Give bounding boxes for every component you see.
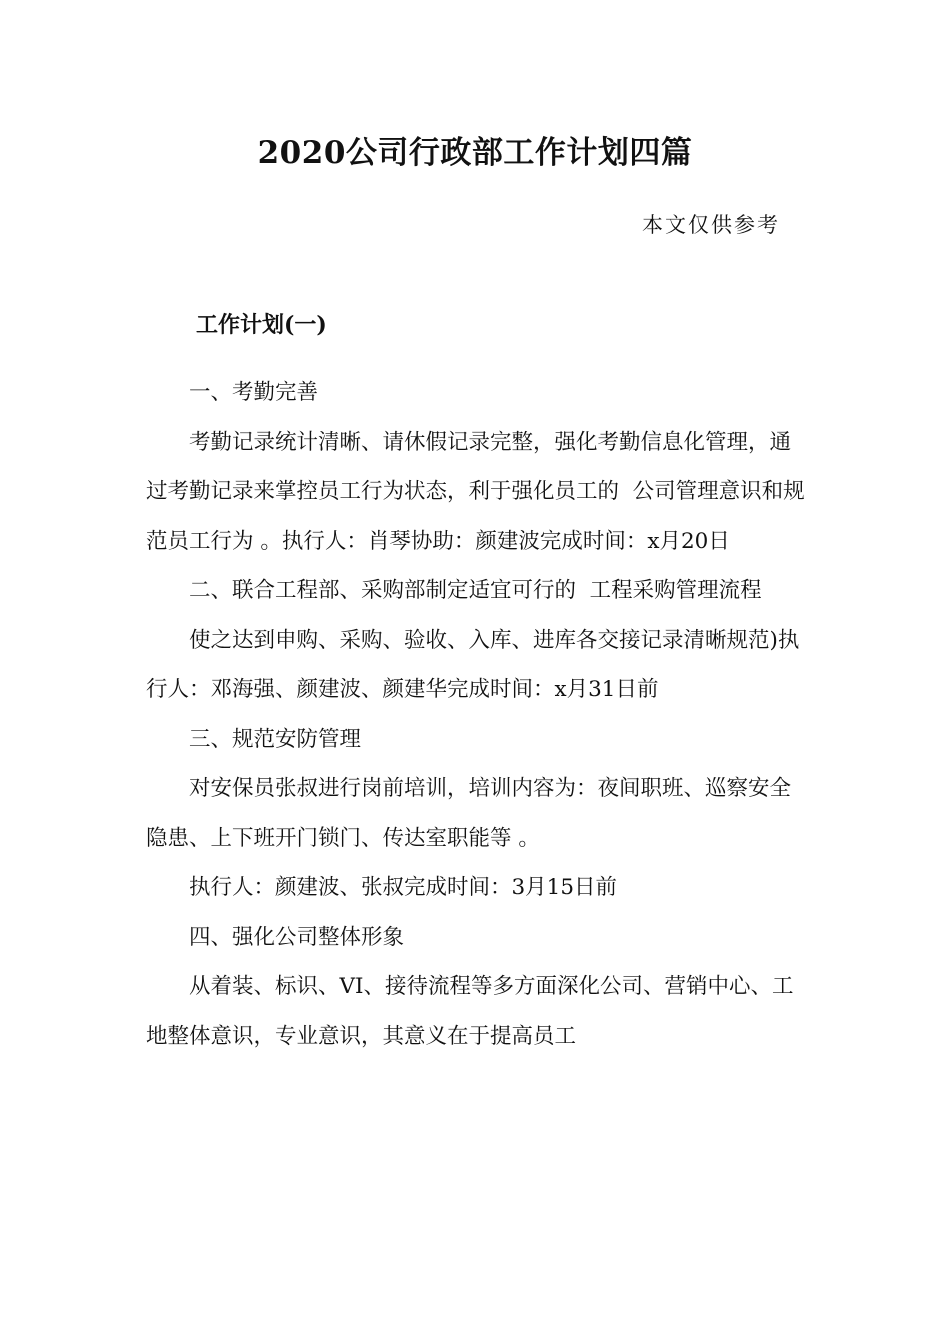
document-title: 2020公司行政部工作计划四篇 <box>257 135 693 171</box>
document-body <box>146 368 806 1061</box>
paragraph-image-heading: 四、强化公司整体形象 <box>189 924 405 950</box>
paragraph-attendance-heading: 一、考勤完善 <box>189 380 319 405</box>
paragraph-security-heading: 三、规范安防管理 <box>189 726 362 752</box>
paragraph-image-body: 从着装、标识、VI、接待流程等多方面深化公司、营销中心、工地整体意识，专业意识，其意义在于提高员工 <box>146 974 794 1049</box>
section-heading: 工作计划(一) <box>196 312 327 338</box>
paragraph-security-executor: 执行人：颜建波、张叔完成时间：3月15日前 <box>189 875 618 900</box>
paragraph-procurement-body: 使之达到申购、采购、验收、入库、进库各交接记录清晰规范)执行人：邓海强、颜建波、颜建华完成时间：x月31日前 <box>146 627 800 702</box>
paragraph-attendance-body: 考勤记录统计清晰、请休假记录完整，强化考勤信息化管理，通过考勤记录来掌控员工行为状态，利于强化员工的 公司管理意识和规范员工行为 。执行人：肖琴协助：颜建波完成时间：x月20日 <box>146 429 805 554</box>
paragraph-security-body: 对安保员张叔进行岗前培训，培训内容为：夜间职班、巡察安全隐患、上下班开门锁门、传达室职能等 。 <box>146 776 792 851</box>
reference-note: 本文仅供参考 <box>642 213 780 237</box>
paragraph-procurement-heading: 二、联合工程部、采购部制定适宜可行的 工程采购管理流程 <box>189 578 762 603</box>
